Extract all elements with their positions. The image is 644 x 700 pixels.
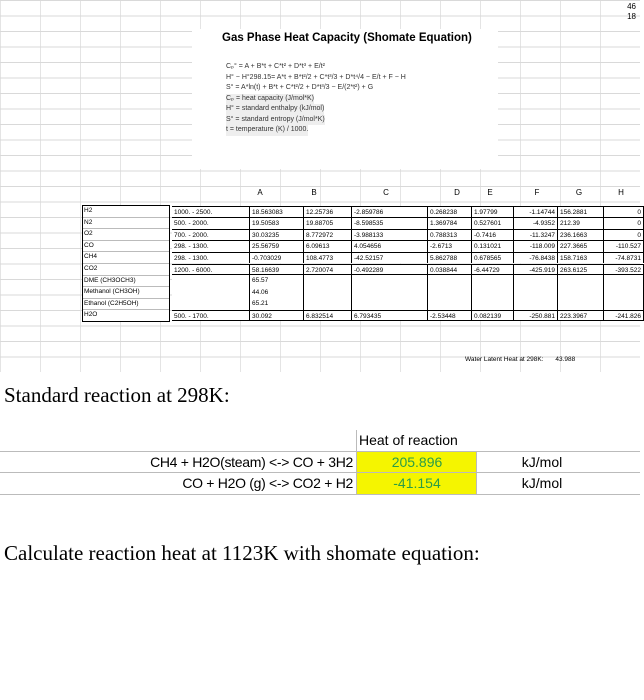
latent-heat-note bbox=[465, 356, 575, 363]
coef-cell-h[interactable]: -393.522 bbox=[604, 264, 644, 276]
coef-cell-d[interactable]: 0.038844 bbox=[428, 264, 472, 276]
coef-cell-b[interactable]: 6.832514 bbox=[304, 310, 352, 322]
coef-cell-f[interactable] bbox=[514, 298, 558, 310]
species-name[interactable]: Ethanol (C2H5OH) bbox=[83, 299, 169, 311]
coef-cell-a[interactable]: -0.703029 bbox=[250, 252, 304, 264]
coef-cell-e[interactable]: -0.7416 bbox=[472, 229, 514, 241]
coef-cell-e[interactable]: 0.678565 bbox=[472, 252, 514, 264]
heat-of-reaction-header[interactable]: Heat of reaction bbox=[356, 430, 479, 451]
temperature-range-cell[interactable]: 500. - 1700. bbox=[172, 310, 250, 322]
species-name[interactable]: CO bbox=[83, 241, 169, 253]
reaction-heat-value[interactable]: 205.896 bbox=[356, 452, 477, 473]
temperature-range-cell[interactable] bbox=[172, 287, 250, 299]
coef-cell-h[interactable]: 0 bbox=[604, 217, 644, 229]
coef-cell-e[interactable]: 0.082139 bbox=[472, 310, 514, 322]
coef-cell-f[interactable]: -425.919 bbox=[514, 264, 558, 276]
coef-cell-a[interactable]: 18.563083 bbox=[250, 206, 304, 218]
column-letter: F bbox=[534, 188, 540, 197]
reaction-unit[interactable]: kJ/mol bbox=[476, 452, 607, 473]
coef-cell-c[interactable]: -8.598535 bbox=[352, 217, 428, 229]
temperature-range-cell[interactable] bbox=[172, 298, 250, 310]
species-name[interactable]: H2O bbox=[84, 311, 98, 319]
coef-cell-b[interactable] bbox=[304, 298, 352, 310]
coef-cell-a[interactable]: 19.50583 bbox=[250, 217, 304, 229]
coef-cell-a[interactable]: 30.092 bbox=[250, 310, 304, 322]
coef-cell-a[interactable]: 30.03235 bbox=[250, 229, 304, 241]
coef-cell-a[interactable]: 65.57 bbox=[250, 275, 304, 287]
column-letter: H bbox=[618, 188, 624, 197]
coef-cell-e[interactable]: 1.97799 bbox=[472, 206, 514, 218]
coef-cell-a[interactable]: 25.56759 bbox=[250, 240, 304, 252]
coef-cell-b[interactable]: 8.772972 bbox=[304, 229, 352, 241]
coef-cell-h[interactable]: -241.826 bbox=[604, 310, 644, 322]
coef-cell-d[interactable]: -2.53448 bbox=[428, 310, 472, 322]
coef-cell-d[interactable]: 0.268238 bbox=[428, 206, 472, 218]
row-number-corner: 46 18 bbox=[627, 2, 636, 21]
coef-cell-c[interactable]: -42.52157 bbox=[352, 252, 428, 264]
coef-cell-d[interactable] bbox=[428, 275, 472, 287]
coef-cell-f[interactable]: -76.8438 bbox=[514, 252, 558, 264]
species-list bbox=[82, 205, 170, 322]
coef-cell-a[interactable]: 65.21 bbox=[250, 298, 304, 310]
standard-reaction-heading: Standard reaction at 298K: bbox=[4, 383, 230, 407]
coef-cell-g[interactable] bbox=[558, 298, 604, 310]
coef-cell-c[interactable] bbox=[352, 275, 428, 287]
coef-cell-g[interactable] bbox=[558, 287, 604, 299]
coef-cell-b[interactable] bbox=[304, 287, 352, 299]
temperature-range-cell[interactable]: 298. - 1300. bbox=[172, 252, 250, 264]
coef-cell-g[interactable]: 227.3665 bbox=[558, 240, 604, 252]
info-line: H° = standard enthalpy (kJ/mol) bbox=[226, 104, 324, 115]
coef-cell-f[interactable]: -11.3247 bbox=[514, 229, 558, 241]
coef-cell-g[interactable]: 263.6125 bbox=[558, 264, 604, 276]
coef-cell-h[interactable] bbox=[604, 275, 644, 287]
coef-cell-c[interactable]: 6.793435 bbox=[352, 310, 428, 322]
coef-cell-c[interactable] bbox=[352, 287, 428, 299]
column-letter: A bbox=[257, 188, 263, 197]
column-letter: C bbox=[383, 188, 389, 197]
info-line: Cₚ = heat capacity (J/mol*K) bbox=[226, 94, 314, 105]
reaction-row bbox=[0, 472, 640, 495]
coef-cell-c[interactable]: -2.859786 bbox=[352, 206, 428, 218]
coef-cell-b[interactable]: 12.25736 bbox=[304, 206, 352, 218]
temperature-range-cell[interactable]: 700. - 2000. bbox=[172, 229, 250, 241]
info-line: t = temperature (K) / 1000. bbox=[226, 125, 308, 136]
temperature-range-cell[interactable]: 1200. - 6000. bbox=[172, 264, 250, 276]
coef-cell-g[interactable]: 158.7163 bbox=[558, 252, 604, 264]
coef-cell-d[interactable] bbox=[428, 298, 472, 310]
column-letter: D bbox=[454, 188, 460, 197]
coef-cell-f[interactable]: -1.14744 bbox=[514, 206, 558, 218]
coef-cell-e[interactable] bbox=[472, 298, 514, 310]
species-name[interactable]: DME (CH3OCH3) bbox=[83, 276, 169, 288]
info-line: S° = standard entropy (J/mol*K) bbox=[226, 115, 325, 126]
coef-cell-c[interactable]: -0.492289 bbox=[352, 264, 428, 276]
info-line: H° − H°298.15= A*t + B*t²/2 + C*t³/3 + D*t⁴/4 − E/t + F − H bbox=[226, 73, 406, 81]
info-lines bbox=[226, 62, 406, 136]
coef-cell-c[interactable]: -3.988133 bbox=[352, 229, 428, 241]
reaction-unit[interactable]: kJ/mol bbox=[476, 473, 607, 494]
calculate-heading: Calculate reaction heat at 1123K with shomate equation: bbox=[4, 541, 480, 565]
coef-cell-e[interactable] bbox=[472, 275, 514, 287]
coef-cell-a[interactable]: 44.06 bbox=[250, 287, 304, 299]
coef-cell-b[interactable]: 108.4773 bbox=[304, 252, 352, 264]
reaction-equation[interactable]: CO + H2O (g) <-> CO2 + H2 bbox=[182, 475, 353, 491]
species-name[interactable]: CH4 bbox=[83, 252, 169, 264]
coef-cell-d[interactable] bbox=[428, 287, 472, 299]
info-line: Cₚ° = A + B*t + C*t² + D*t³ + E/t² bbox=[226, 63, 325, 70]
coef-cell-f[interactable] bbox=[514, 287, 558, 299]
coef-cell-f[interactable] bbox=[514, 275, 558, 287]
species-name[interactable]: H2 bbox=[83, 206, 169, 218]
info-line: S° = A*ln(t) + B*t + C*t²/2 + D*t³/3 − E/(2*t²) + G bbox=[226, 84, 374, 91]
column-letter: E bbox=[487, 188, 493, 197]
coef-cell-e[interactable]: 0.527601 bbox=[472, 217, 514, 229]
coef-cell-g[interactable]: 223.3967 bbox=[558, 310, 604, 322]
column-letter: G bbox=[575, 188, 583, 197]
coef-cell-f[interactable]: -250.881 bbox=[514, 310, 558, 322]
coef-cell-b[interactable]: 2.720074 bbox=[304, 264, 352, 276]
coef-cell-b[interactable]: 6.09613 bbox=[304, 240, 352, 252]
coef-cell-d[interactable]: 1.369784 bbox=[428, 217, 472, 229]
reaction-row bbox=[0, 451, 640, 473]
latent-heat-value[interactable]: 43.988 bbox=[555, 356, 576, 363]
coef-cell-d[interactable]: 5.862788 bbox=[428, 252, 472, 264]
species-name[interactable]: N2 bbox=[83, 218, 169, 230]
coef-cell-h[interactable] bbox=[604, 287, 644, 299]
coef-cell-h[interactable] bbox=[604, 298, 644, 310]
latent-heat-label: Water Latent Heat at 298K: bbox=[465, 356, 544, 363]
species-name[interactable]: CO2 bbox=[83, 264, 169, 276]
column-letter: B bbox=[311, 188, 317, 197]
species-name[interactable]: O2 bbox=[83, 229, 169, 241]
coef-cell-h[interactable]: -110.527 bbox=[604, 240, 644, 252]
coef-cell-g[interactable]: 212.39 bbox=[558, 217, 604, 229]
coef-cell-a[interactable]: 58.16639 bbox=[250, 264, 304, 276]
coef-cell-h[interactable]: 0 bbox=[604, 206, 644, 218]
coef-cell-c[interactable] bbox=[352, 298, 428, 310]
coef-cell-e[interactable]: 0.131021 bbox=[472, 240, 514, 252]
coef-cell-h[interactable]: -74.8731 bbox=[604, 252, 644, 264]
coef-cell-b[interactable] bbox=[304, 275, 352, 287]
reaction-heat-value[interactable]: -41.154 bbox=[356, 473, 477, 494]
species-name[interactable]: Methanol (CH3OH) bbox=[83, 287, 169, 299]
coef-cell-d[interactable]: 0.788313 bbox=[428, 229, 472, 241]
coef-cell-g[interactable]: 156.2881 bbox=[558, 206, 604, 218]
shomate-info-image bbox=[192, 29, 498, 169]
coef-cell-e[interactable] bbox=[472, 287, 514, 299]
temperature-range-cell[interactable]: 500. - 2000. bbox=[172, 217, 250, 229]
coef-cell-g[interactable]: 236.1663 bbox=[558, 229, 604, 241]
coef-cell-g[interactable] bbox=[558, 275, 604, 287]
temperature-range-cell[interactable] bbox=[172, 275, 250, 287]
coef-cell-f[interactable]: -118.009 bbox=[514, 240, 558, 252]
temperature-range-cell[interactable]: 1000. - 2500. bbox=[172, 206, 250, 218]
reaction-equation[interactable]: CH4 + H2O(steam) <-> CO + 3H2 bbox=[150, 454, 353, 470]
coef-cell-c[interactable]: 4.054656 bbox=[352, 240, 428, 252]
coef-cell-e[interactable]: -6.44729 bbox=[472, 264, 514, 276]
info-title: Gas Phase Heat Capacity (Shomate Equation) bbox=[222, 32, 472, 44]
coef-cell-d[interactable]: -2.6713 bbox=[428, 240, 472, 252]
coef-cell-f[interactable]: -4.9352 bbox=[514, 217, 558, 229]
coef-cell-b[interactable]: 19.88705 bbox=[304, 217, 352, 229]
coef-cell-h[interactable]: 0 bbox=[604, 229, 644, 241]
temperature-range-cell[interactable]: 298. - 1300. bbox=[172, 240, 250, 252]
